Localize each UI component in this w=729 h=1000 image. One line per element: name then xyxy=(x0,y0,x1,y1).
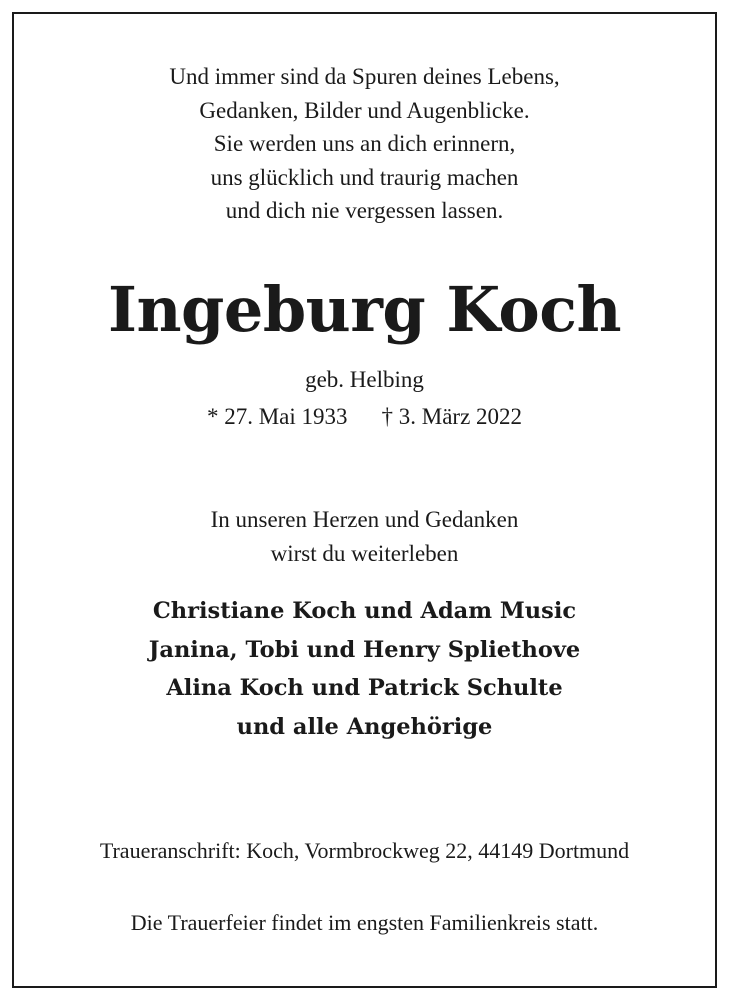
motto-line: In unseren Herzen und Gedanken xyxy=(210,507,519,532)
memorial-poem xyxy=(0,60,729,228)
poem-line: und dich nie vergessen lassen. xyxy=(225,198,504,223)
poem-line: Sie werden uns an dich erinnern, xyxy=(213,131,516,156)
mourner-line: Alina Koch und Patrick Schulte xyxy=(166,675,563,701)
memorial-motto xyxy=(0,503,729,570)
deceased-name: Ingeburg Koch xyxy=(107,273,622,346)
death-date: † 3. März 2022 xyxy=(381,404,523,429)
poem-line: Gedanken, Bilder und Augenblicke. xyxy=(199,97,530,123)
mourner-line: und alle Angehörige xyxy=(236,713,493,740)
birth-name: geb. Helbing xyxy=(305,367,424,392)
funeral-service-note: Die Trauerfeier findet im engsten Familienkreis statt. xyxy=(130,910,599,935)
birth-date: * 27. Mai 1933 xyxy=(206,404,348,429)
mourner-line: Janina, Tobi und Henry Spliethove xyxy=(148,636,581,663)
motto-line: wirst du weiterleben xyxy=(270,540,459,566)
mourners-list xyxy=(0,592,729,746)
poem-line: Und immer sind da Spuren deines Lebens, xyxy=(169,64,560,89)
poem-line: uns glücklich und traurig machen xyxy=(210,164,519,190)
mourning-address: Traueranschrift: Koch, Vormbrockweg 22, 44149 Dortmund xyxy=(99,838,630,863)
mourner-line: Christiane Koch und Adam Music xyxy=(152,598,577,624)
life-dates xyxy=(0,402,729,432)
